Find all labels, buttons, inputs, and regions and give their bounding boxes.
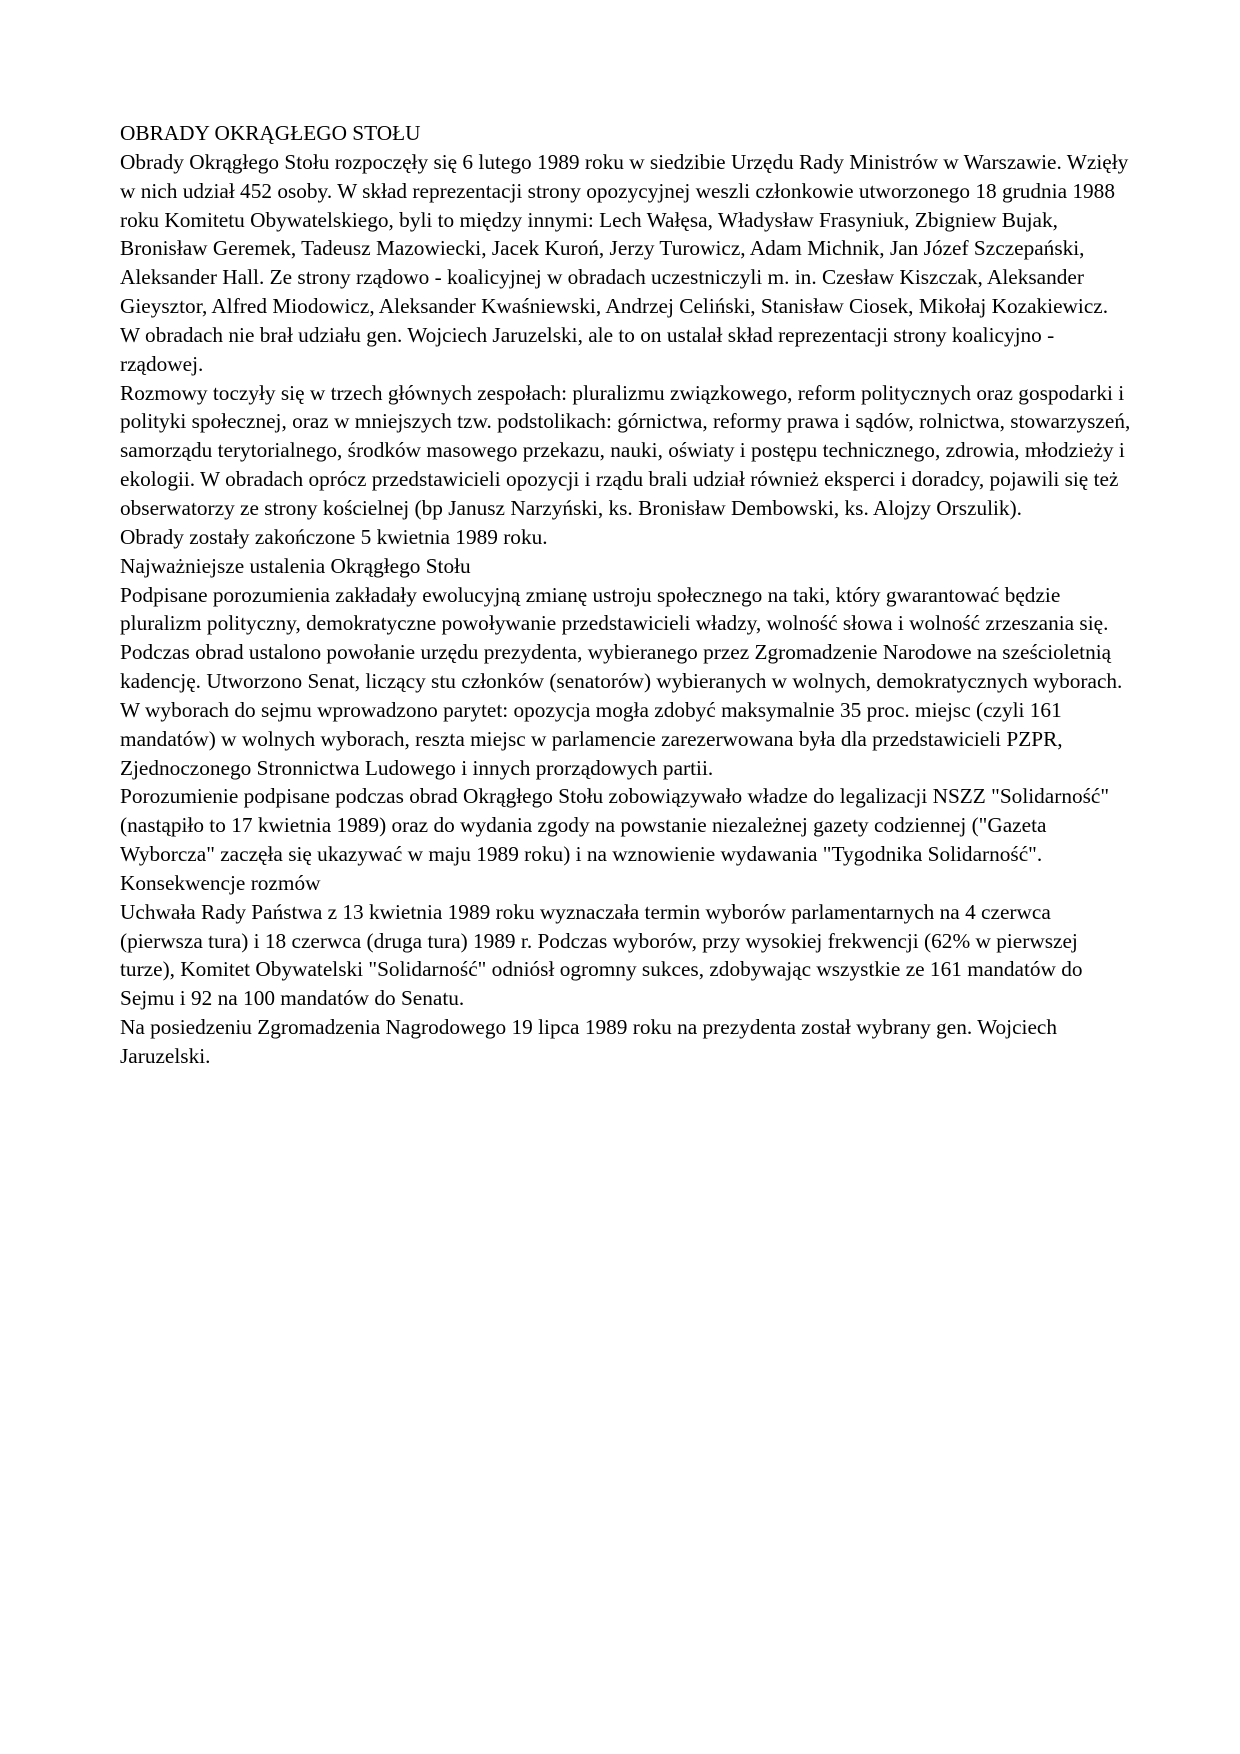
document-page	[120, 119, 1132, 1071]
paragraph-solidarity: Porozumienie podpisane podczas obrad Okrągłego Stołu zobowiązywało władze do legalizacji NSZZ "Solidarność" (nastąpiło to 17 kwietnia 1989) oraz do wydania zgody na powstanie niezależnej gazety codziennej ("Gazeta Wyborcza" zaczęła się ukazywać w maju 1989 roku) i na wznowienie wydawania "Tygodnika Solidarność".	[120, 784, 1110, 867]
paragraph-agreements: Podpisane porozumienia zakładały ewolucyjną zmianę ustroju społecznego na taki, który gwarantować będzie pluralizm polityczny, demokratyczne powoływanie przedstawicieli władzy, wolność słowa i wolność zrzeszania się.	[120, 582, 1109, 636]
document-title: OBRADY OKRĄGŁEGO STOŁU	[120, 121, 421, 145]
paragraph-elections: Uchwała Rady Państwa z 13 kwietnia 1989 roku wyznaczała termin wyborów parlamentarnych na 4 czerwca (pierwsza tura) i 18 czerwca (druga tura) 1989 r. Podczas wyborów, przy wysokiej frekwencji (62% w pierwszej turze), Komitet Obywatelski "Solidarność" odniósł ogromny sukces, zdobywając wszystkie ze 161 mandatów do Sejmu i 92 na 100 mandatów do Senatu.	[120, 899, 1083, 1011]
section-heading-findings: Najważniejsze ustalenia Okrągłego Stołu	[120, 553, 471, 578]
paragraph-talks: Rozmowy toczyły się w trzech głównych zespołach: pluralizmu związkowego, reform politycznych oraz gospodarki i polityki społecznej, oraz w mniejszych tzw. podstolikach: górnictwa, reformy prawa i sądów, rolnictwa, stowarzyszeń, samorządu terytorialnego, środków masowego przekazu, nauki, oświaty i postępu technicznego, zdrowia, młodzieży i ekologii. W obradach oprócz przedstawicieli opozycji i rządu brali udział również eksperci i doradcy, pojawili się też obserwatorzy ze strony kościelnej (bp Janusz Narzyński, ks. Bronisław Dembowski, ks. Alojzy Orszulik).	[120, 380, 1131, 520]
section-heading-consequences: Konsekwencje rozmów	[120, 870, 321, 895]
paragraph-end-date: Obrady zostały zakończone 5 kwietnia 1989 roku.	[120, 524, 548, 549]
paragraph-president-elected: Na posiedzeniu Zgromadzenia Nagrodowego 19 lipca 1989 roku na prezydenta został wybrany gen. Wojciech Jaruzelski.	[120, 1015, 1058, 1068]
paragraph-president-senate: Podczas obrad ustalono powołanie urzędu prezydenta, wybieranego przez Zgromadzenie Narodowe na sześcioletnią kadencję. Utworzono Senat, liczący stu członków (senatorów) wybieranych w wolnych, demokratycznych wyborach. W wyborach do sejmu wprowadzono parytet: opozycja mogła zdobyć maksymalnie 35 proc. miejsc (czyli 161 mandatów) w wolnych wyborach, reszta miejsc w parlamencie zarezerwowana była dla przedstawicieli PZPR, Zjednoczonego Stronnictwa Ludowego i innych prorządowych partii.	[120, 640, 1123, 780]
paragraph-intro: Obrady Okrągłego Stołu rozpoczęły się 6 lutego 1989 roku w siedzibie Urzędu Rady Ministrów w Warszawie. Wzięły w nich udział 452 osoby. W skład reprezentacji strony opozycyjnej weszli członkowie utworzonego 18 grudnia 1988 roku Komitetu Obywatelskiego, byli to między innymi: Lech Wałęsa, Władysław Frasyniuk, Zbigniew Bujak, Bronisław Geremek, Tadeusz Mazowiecki, Jacek Kuroń, Jerzy Turowicz, Adam Michnik, Jan Józef Szczepański, Aleksander Hall. Ze strony rządowo - koalicyjnej w obradach uczestniczyli m. in. Czesław Kiszczak, Aleksander Gieysztor, Alfred Miodowicz, Aleksander Kwaśniewski, Andrzej Celiński, Stanisław Ciosek, Mikołaj Kozakiewicz. W obradach nie brał udziału gen. Wojciech Jaruzelski, ale to on ustalał skład reprezentacji strony koalicyjno - rządowej.	[120, 149, 1129, 376]
